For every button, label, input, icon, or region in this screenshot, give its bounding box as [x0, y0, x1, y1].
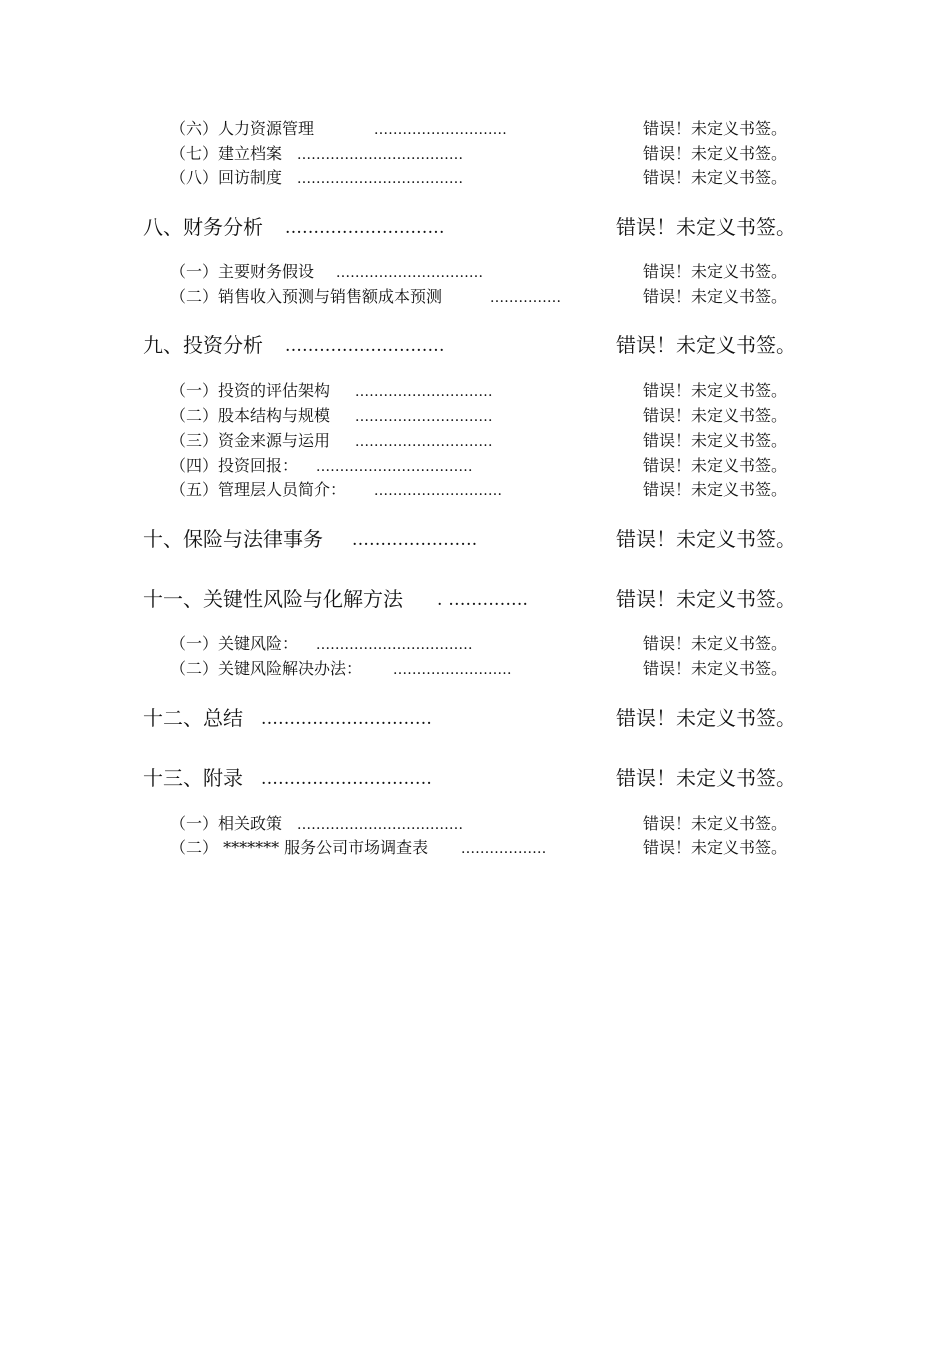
toc-entry-label: （八）回访制度	[170, 168, 283, 187]
toc-page-ref: 错误！未定义书签。	[643, 119, 788, 138]
toc-entry-label: （六）人力资源管理	[170, 119, 315, 138]
toc-leader-dots: . ..............	[437, 590, 529, 610]
toc-entry-label: 十二、总结	[143, 706, 243, 730]
toc-entry-label: （七）建立档案	[170, 144, 283, 163]
toc-leader-dots: ............................	[285, 336, 445, 356]
toc-entry-label: 十、保险与法律事务	[143, 527, 323, 551]
toc-leader-dots: ..................	[461, 841, 547, 857]
toc-leader-dots: ......................	[352, 530, 478, 550]
toc-page-ref: 错误！未定义书签。	[616, 766, 796, 790]
toc-entry-label: 十三、附录	[143, 766, 243, 790]
toc-leader-dots: ...................................	[297, 171, 464, 187]
toc-entry-label: 八、财务分析	[143, 215, 263, 239]
toc-page-ref: 错误！未定义书签。	[643, 431, 788, 450]
toc-leader-dots: ...................................	[297, 147, 464, 163]
toc-leader-dots: .........................	[393, 662, 512, 678]
toc-leader-dots: ............................	[285, 218, 445, 238]
toc-page-ref: 错误！未定义书签。	[616, 215, 796, 239]
toc-entry-label: （四）投资回报：	[170, 456, 299, 475]
toc-page-ref: 错误！未定义书签。	[643, 456, 788, 475]
toc-entry-label: （一）投资的评估架构	[170, 381, 331, 400]
toc-page-ref: 错误！未定义书签。	[643, 634, 788, 653]
toc-leader-dots: .............................	[355, 384, 493, 400]
toc-entry-label: （五）管理层人员简介：	[170, 480, 347, 499]
toc-page-ref: 错误！未定义书签。	[643, 144, 788, 163]
toc-leader-dots: ...............................	[336, 265, 484, 281]
toc-page-ref: 错误！未定义书签。	[616, 527, 796, 551]
toc-leader-dots: ...........................	[374, 483, 503, 499]
toc-page-ref: 错误！未定义书签。	[616, 333, 796, 357]
toc-entry-label: （一）相关政策	[170, 814, 283, 833]
toc-leader-dots: .............................	[355, 409, 493, 425]
toc-page-ref: 错误！未定义书签。	[643, 381, 788, 400]
toc-entry-label: 十一、关键性风险与化解方法	[143, 587, 403, 611]
toc-leader-dots: .................................	[316, 459, 473, 475]
toc-entry-label: （二）销售收入预测与销售额成本预测	[170, 287, 443, 306]
toc-entry-label: 九、投资分析	[143, 333, 263, 357]
toc-page-ref: 错误！未定义书签。	[643, 659, 788, 678]
toc-page-ref: 错误！未定义书签。	[643, 262, 788, 281]
toc-leader-dots: ............................	[374, 122, 508, 138]
toc-page-ref: 错误！未定义书签。	[643, 838, 788, 857]
toc-page-ref: 错误！未定义书签。	[616, 706, 796, 730]
toc-page-ref: 错误！未定义书签。	[643, 480, 788, 499]
toc-entry-label: （一）关键风险：	[170, 634, 299, 653]
toc-page-ref: 错误！未定义书签。	[643, 406, 788, 425]
toc-entry-label: （三）资金来源与运用	[170, 431, 331, 450]
toc-leader-dots: ...............	[490, 290, 562, 306]
toc-page-ref: 错误！未定义书签。	[643, 814, 788, 833]
toc-leader-dots: ...................................	[297, 817, 464, 833]
toc-entry-label: （二） ******* 服务公司市场调查表	[170, 838, 429, 857]
toc-leader-dots: ..............................	[261, 709, 433, 729]
toc-entry-label: （一）主要财务假设	[170, 262, 315, 281]
toc-page-ref: 错误！未定义书签。	[643, 287, 788, 306]
toc-leader-dots: .................................	[316, 637, 473, 653]
toc-leader-dots: .............................	[355, 434, 493, 450]
toc-leader-dots: ..............................	[261, 769, 433, 789]
toc-entry-label: （二）关键风险解决办法：	[170, 659, 363, 678]
toc-page-ref: 错误！未定义书签。	[616, 587, 796, 611]
toc-page-ref: 错误！未定义书签。	[643, 168, 788, 187]
toc-entry-label: （二）股本结构与规模	[170, 406, 331, 425]
